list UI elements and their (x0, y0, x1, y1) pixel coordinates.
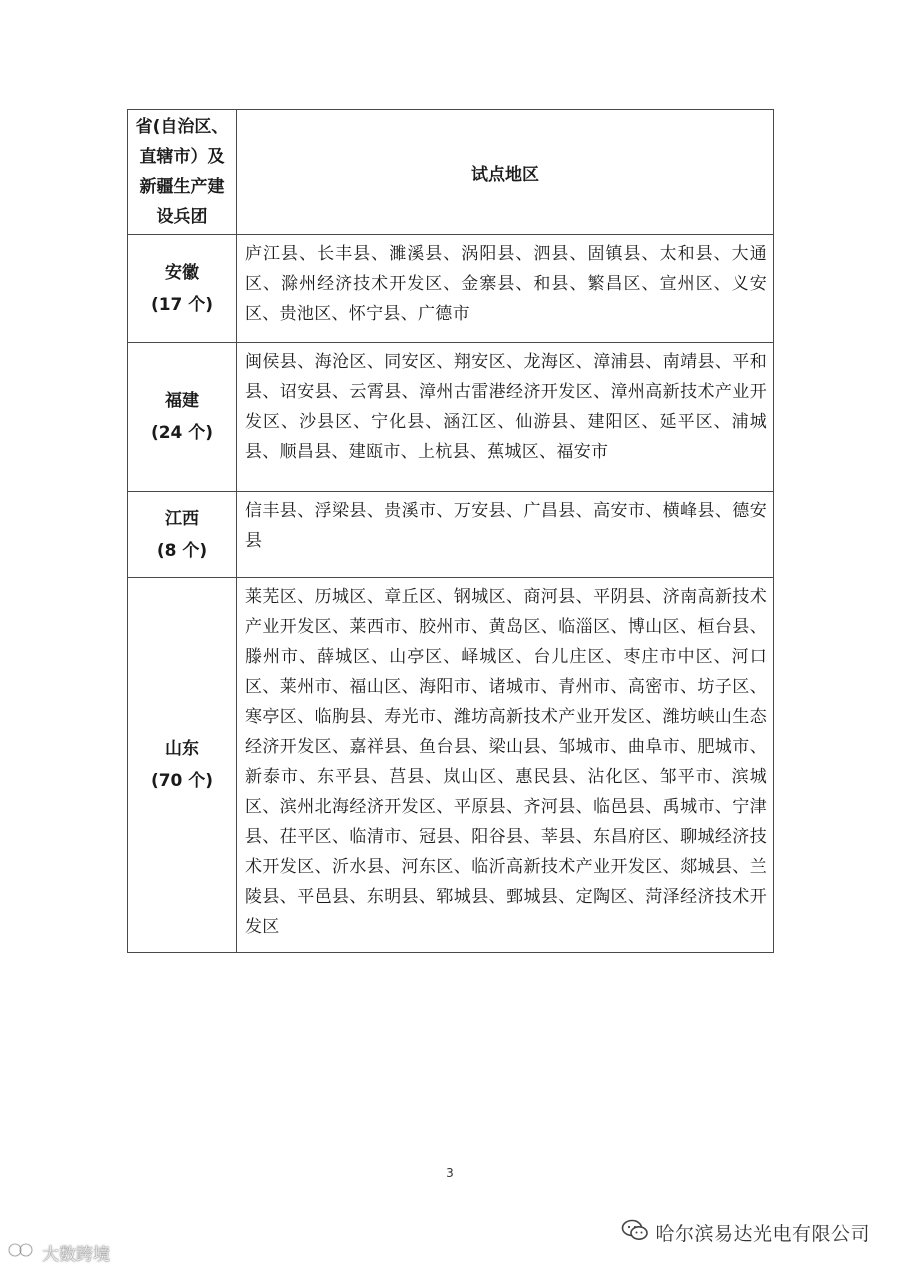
province-name: 山东 (165, 739, 199, 759)
header-province-column (128, 110, 237, 235)
table-row (128, 578, 774, 953)
watermark-logo-icon (8, 1241, 38, 1264)
watermark-text: 大数跨境 (42, 1245, 110, 1265)
province-name: 江西 (165, 508, 199, 529)
province-name: 安徽 (165, 262, 199, 283)
wechat-icon (621, 1219, 649, 1246)
table-row (128, 492, 774, 578)
areas-cell: 庐江县、长丰县、濉溪县、涡阳县、泗县、固镇县、太和县、大通区、滁州经济技术开发区、金寨县、和县、繁昌区、宣州区、义安区、贵池区、怀宁县、广德市 (237, 235, 774, 343)
header-left-line: 新疆生产建 (139, 177, 225, 197)
wechat-account-footer (621, 1219, 870, 1246)
header-left-line: 设兵团 (156, 207, 208, 227)
province-cell (128, 492, 237, 578)
province-count: (8 个) (156, 540, 208, 561)
header-left-line: 省(自治区、 (135, 117, 229, 137)
header-areas-column: 试点地区 (237, 110, 774, 235)
areas-cell: 莱芜区、历城区、章丘区、钢城区、商河县、平阴县、济南高新技术产业开发区、莱西市、胶州市、黄岛区、临淄区、博山区、桓台县、滕州市、薛城区、山亭区、峄城区、台儿庄区、枣庄市中区、河口区、莱州市、福山区、海阳市、诸城市、青州市、高密市、坊子区、寒亭区、临朐县、寿光市、潍坊高新技术产业开发区、潍坊峡山生态经济开发区、嘉祥县、鱼台县、梁山县、邹城市、曲阜市、肥城市、新泰市、东平县、莒县、岚山区、惠民县、沾化区、邹平市、滨城区、滨州北海经济开发区、平原县、齐河县、临邑县、禹城市、宁津县、茌平区、临清市、冠县、阳谷县、莘县、东昌府区、聊城经济技术开发区、沂水县、河东区、临沂高新技术产业开发区、郯城县、兰陵县、平邑县、东明县、郓城县、鄄城县、定陶区、菏泽经济技术开发区 (237, 578, 774, 953)
watermark (8, 1240, 110, 1265)
wechat-account-name: 哈尔滨易达光电有限公司 (655, 1223, 870, 1245)
page-number: 3 (446, 1166, 454, 1180)
province-cell (128, 235, 237, 343)
table-header-row (128, 110, 774, 235)
header-left-line: 直辖市）及 (139, 147, 225, 167)
province-cell (128, 578, 237, 953)
pilot-areas-table (127, 109, 774, 953)
province-cell (128, 343, 237, 492)
table-row (128, 235, 774, 343)
province-count: (24 个) (150, 423, 214, 443)
areas-cell: 信丰县、浮梁县、贵溪市、万安县、广昌县、高安市、横峰县、德安县 (237, 492, 774, 578)
areas-cell: 闽侯县、海沧区、同安区、翔安区、龙海区、漳浦县、南靖县、平和县、诏安县、云霄县、漳州古雷港经济开发区、漳州高新技术产业开发区、沙县区、宁化县、涵江区、仙游县、建阳区、延平区、浦城县、顺昌县、建瓯市、上杭县、蕉城区、福安市 (237, 343, 774, 492)
province-count: (17 个) (150, 294, 214, 315)
province-name: 福建 (165, 391, 199, 411)
table-row (128, 343, 774, 492)
province-count: (70 个) (150, 771, 214, 791)
